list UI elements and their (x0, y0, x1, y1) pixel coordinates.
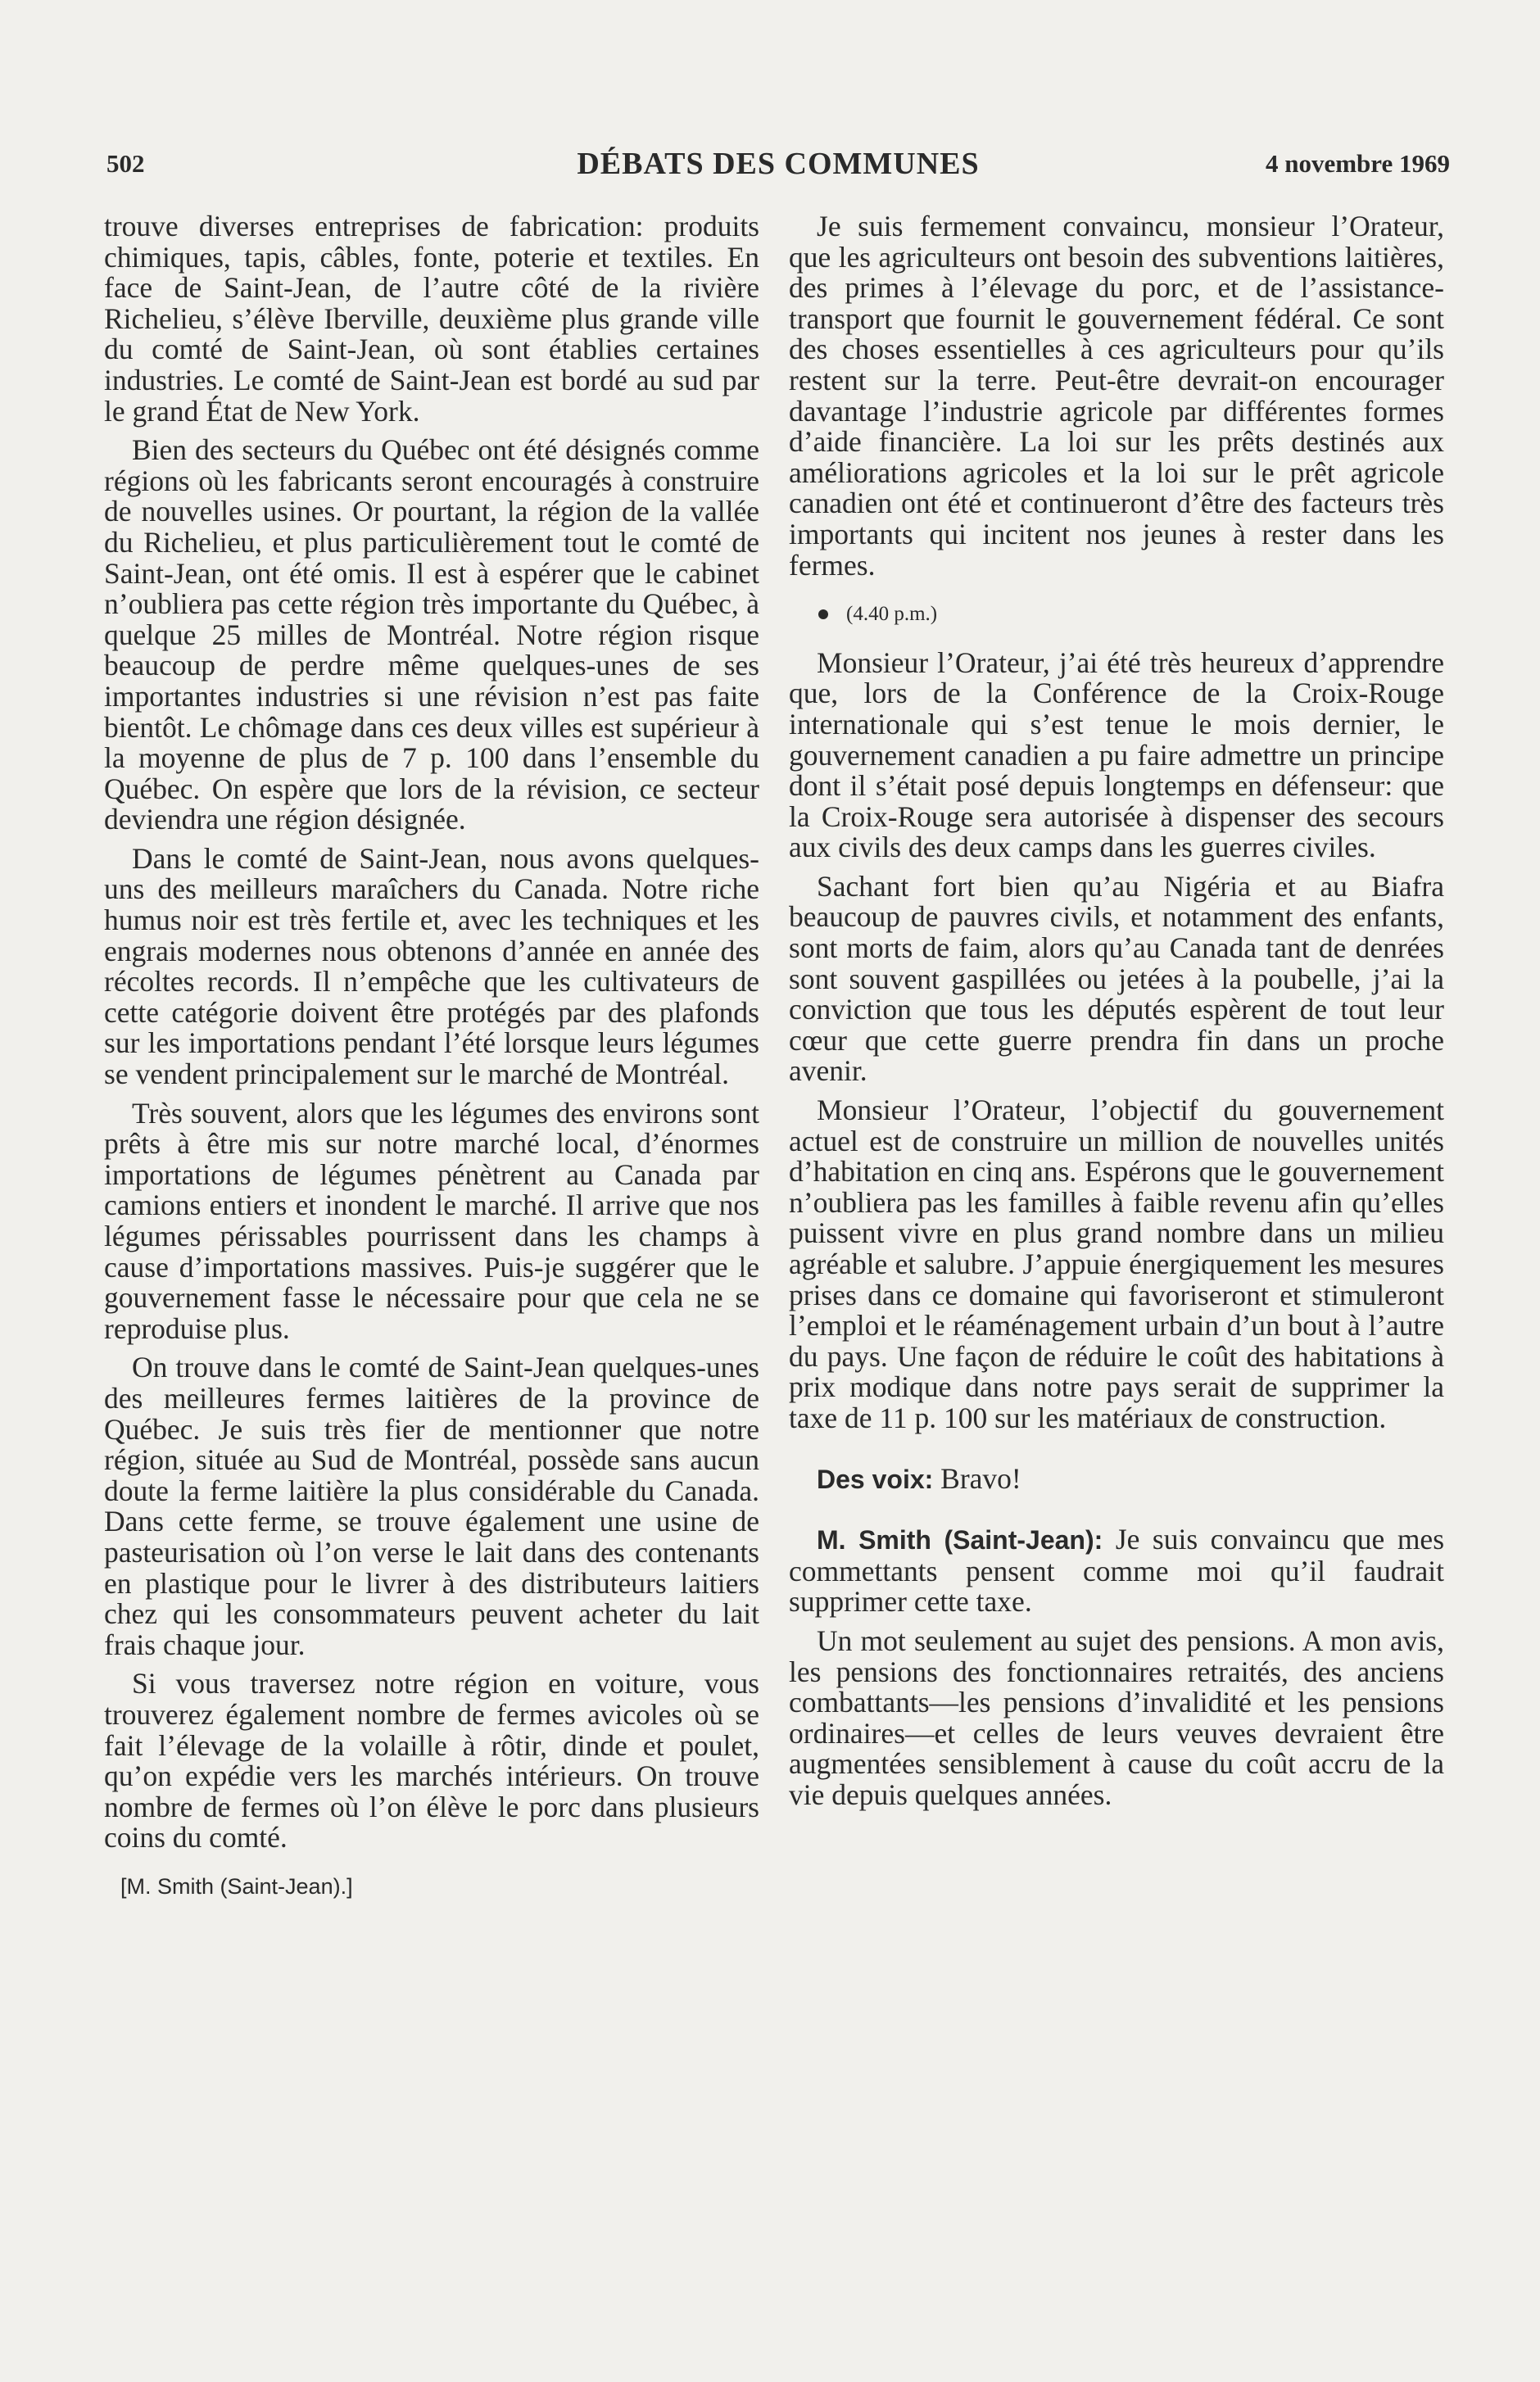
paragraph: Monsieur l’Orateur, l’objectif du gouvernement actuel est de construire un million de nouvelles unités d’habitation en cinq ans. Espérons que le gouvernement n’oubliera pas les familles à faible revenu afin qu’elles puissent vivre en plus grand nombre dans un milieu agréable et salubre. J’appuie énergiquement les mesures prises dans ce domaine qui favoriseront et stimuleront l’emploi et le réaménagement urbain d’un bout à l’autre du pays. Une façon de réduire le coût des habitations à prix modique dans notre pays serait de supprimer la taxe de 11 p. 100 sur les matériaux de construction. (789, 1094, 1444, 1434)
speaker-attribution: [M. Smith (Saint-Jean).] (120, 1873, 353, 1899)
right-column (789, 211, 1444, 1811)
time-marker (789, 599, 1444, 630)
paragraph: trouve diverses entreprises de fabrication: produits chimiques, tapis, câbles, fonte, poterie et textiles. En face de Saint-Jean, de l’autre côté de la rivière Richelieu, s’élève Iberville, deuxième plus grande ville du comté de Saint-Jean, où sont établies certaines industries. Le comté de Saint-Jean est bordé au sud par le grand État de New York. (104, 210, 759, 428)
paragraph: Sachant fort bien qu’au Nigéria et au Biafra beaucoup de pauvres civils, et notamment des enfants, sont morts de faim, alors qu’au Canada tant de denrées sont souvent gaspillées ou jetées à la poubelle, j’ai la conviction que tous les députés espèrent de tout leur cœur que cette guerre prendra fin dans un proche avenir. (789, 869, 1444, 1088)
time-marker-text: (4.40 p.m.) (846, 603, 938, 626)
page-number: 502 (106, 149, 145, 178)
publication-title: DÉBATS DES COMMUNES (577, 147, 980, 181)
interjection-text: Bravo! (940, 1461, 1021, 1495)
paragraph: On trouve dans le comté de Saint-Jean quelques-unes des meilleures fermes laitières de la province de Québec. Je suis très fier de mentionner que notre région, située au Sud de Montréal, possède sans aucun doute la ferme laitière la plus considérable du Canada. Dans cette ferme, se trouve également une usine de pasteurisation où l’on verse le lait dans des contenants en plastique pour le livrer à des distributeurs laitiers chez qui les consommateurs peuvent acheter du lait frais chaque jour. (104, 1351, 759, 1661)
speaker-name: M. Smith (Saint-Jean): (817, 1525, 1103, 1556)
speech (789, 1524, 1444, 1618)
paragraph: Dans le comté de Saint-Jean, nous avons quelques-uns des meilleurs maraîchers du Canada. Notre riche humus noir est très fertile et, avec les techniques et les engrais modernes nous obtenons d’année en année des récoltes records. Il n’empêche que les cultivateurs de cette catégorie doivent être protégés par des plafonds sur les importations pendant l’été lorsque leurs légumes se vendent principalement sur le marché de Montréal. (104, 841, 759, 1091)
speaker-name: Des voix: (817, 1464, 934, 1494)
paragraph: Monsieur l’Orateur, j’ai été très heureux d’apprendre que, lors de la Conférence de la Croix-Rouge internationale qui s’est tenue le mois dernier, le gouvernement canadien a pu faire admettre un principe dont il s’était posé depuis longtemps en défenseur: que la Croix-Rouge sera autorisée à dispenser des secours aux civils des deux camps dans les guerres civiles. (789, 645, 1444, 864)
page-date: 4 novembre 1969 (1265, 149, 1450, 178)
paragraph: Bien des secteurs du Québec ont été désignés comme régions où les fabricants seront encouragés à construire de nouvelles usines. Or pourtant, la région de la vallée du Richelieu, et plus particulièrement tout le comté de Saint-Jean, ont été omis. Il est à espérer que le cabinet n’oubliera pas cette région très importante du Québec, à quelque 25 milles de Montréal. Notre région risque beaucoup de perdre même quelques-unes de ses importantes industries si une révision n’est pas faite bientôt. Le chômage dans ces deux villes est supérieur à la moyenne de plus de 7 p. 100 dans l’ensemble du Québec. On espère que lors de la révision, ce secteur deviendra une région désignée. (104, 433, 759, 836)
paragraph: Je suis fermement convaincu, monsieur l’Orateur, que les agriculteurs ont besoin des subventions laitières, des primes à l’élevage du porc, et de l’assistance-transport que fournit le gouvernement fédéral. Ce sont des choses essentielles à ces agriculteurs pour qu’ils restent sur la terre. Peut-être devrait-on encourager davantage l’industrie agricole par différentes formes d’aide financière. La loi sur les prêts destinés aux améliorations agricoles et la loi sur le prêt agricole canadien ont été et continueront d’être des facteurs très importants qui incitent nos jeunes à rester dans les fermes. (789, 210, 1444, 582)
bullet-icon (818, 609, 828, 619)
paragraph: Si vous traversez notre région en voiture, vous trouverez également nombre de fermes avicoles où se fait l’élevage de la volaille à rôtir, dinde et poulet, qu’on expédie vers les marchés intérieurs. On trouve nombre de fermes où l’on élève le porc dans plusieurs coins du comté. (104, 1667, 759, 1854)
page-header (106, 146, 1450, 187)
interjection (789, 1461, 1444, 1496)
paragraph: Un mot seulement au sujet des pensions. A mon avis, les pensions des fonctionnaires retraités, des anciens combattants—les pensions d’invalidité et les pensions ordinaires—et celles de leurs veuves devraient être augmentées sensiblement à cause du coût accru de la vie depuis quelques années. (789, 1623, 1444, 1811)
paragraph: Très souvent, alors que les légumes des environs sont prêts à être mis sur notre marché local, d’énormes importations de légumes pénètrent au Canada par camions entiers et inondent le marché. Il arrive que nos légumes périssables pourrissent dans les champs à cause d’importations massives. Puis-je suggérer que le gouvernement fasse le nécessaire pour que cela ne se reproduise plus. (104, 1096, 759, 1345)
left-column (104, 211, 759, 1902)
speech-text: Je suis convaincu que mes commettants pensent comme moi qu’il faudrait supprimer cette taxe. (789, 1523, 1445, 1619)
